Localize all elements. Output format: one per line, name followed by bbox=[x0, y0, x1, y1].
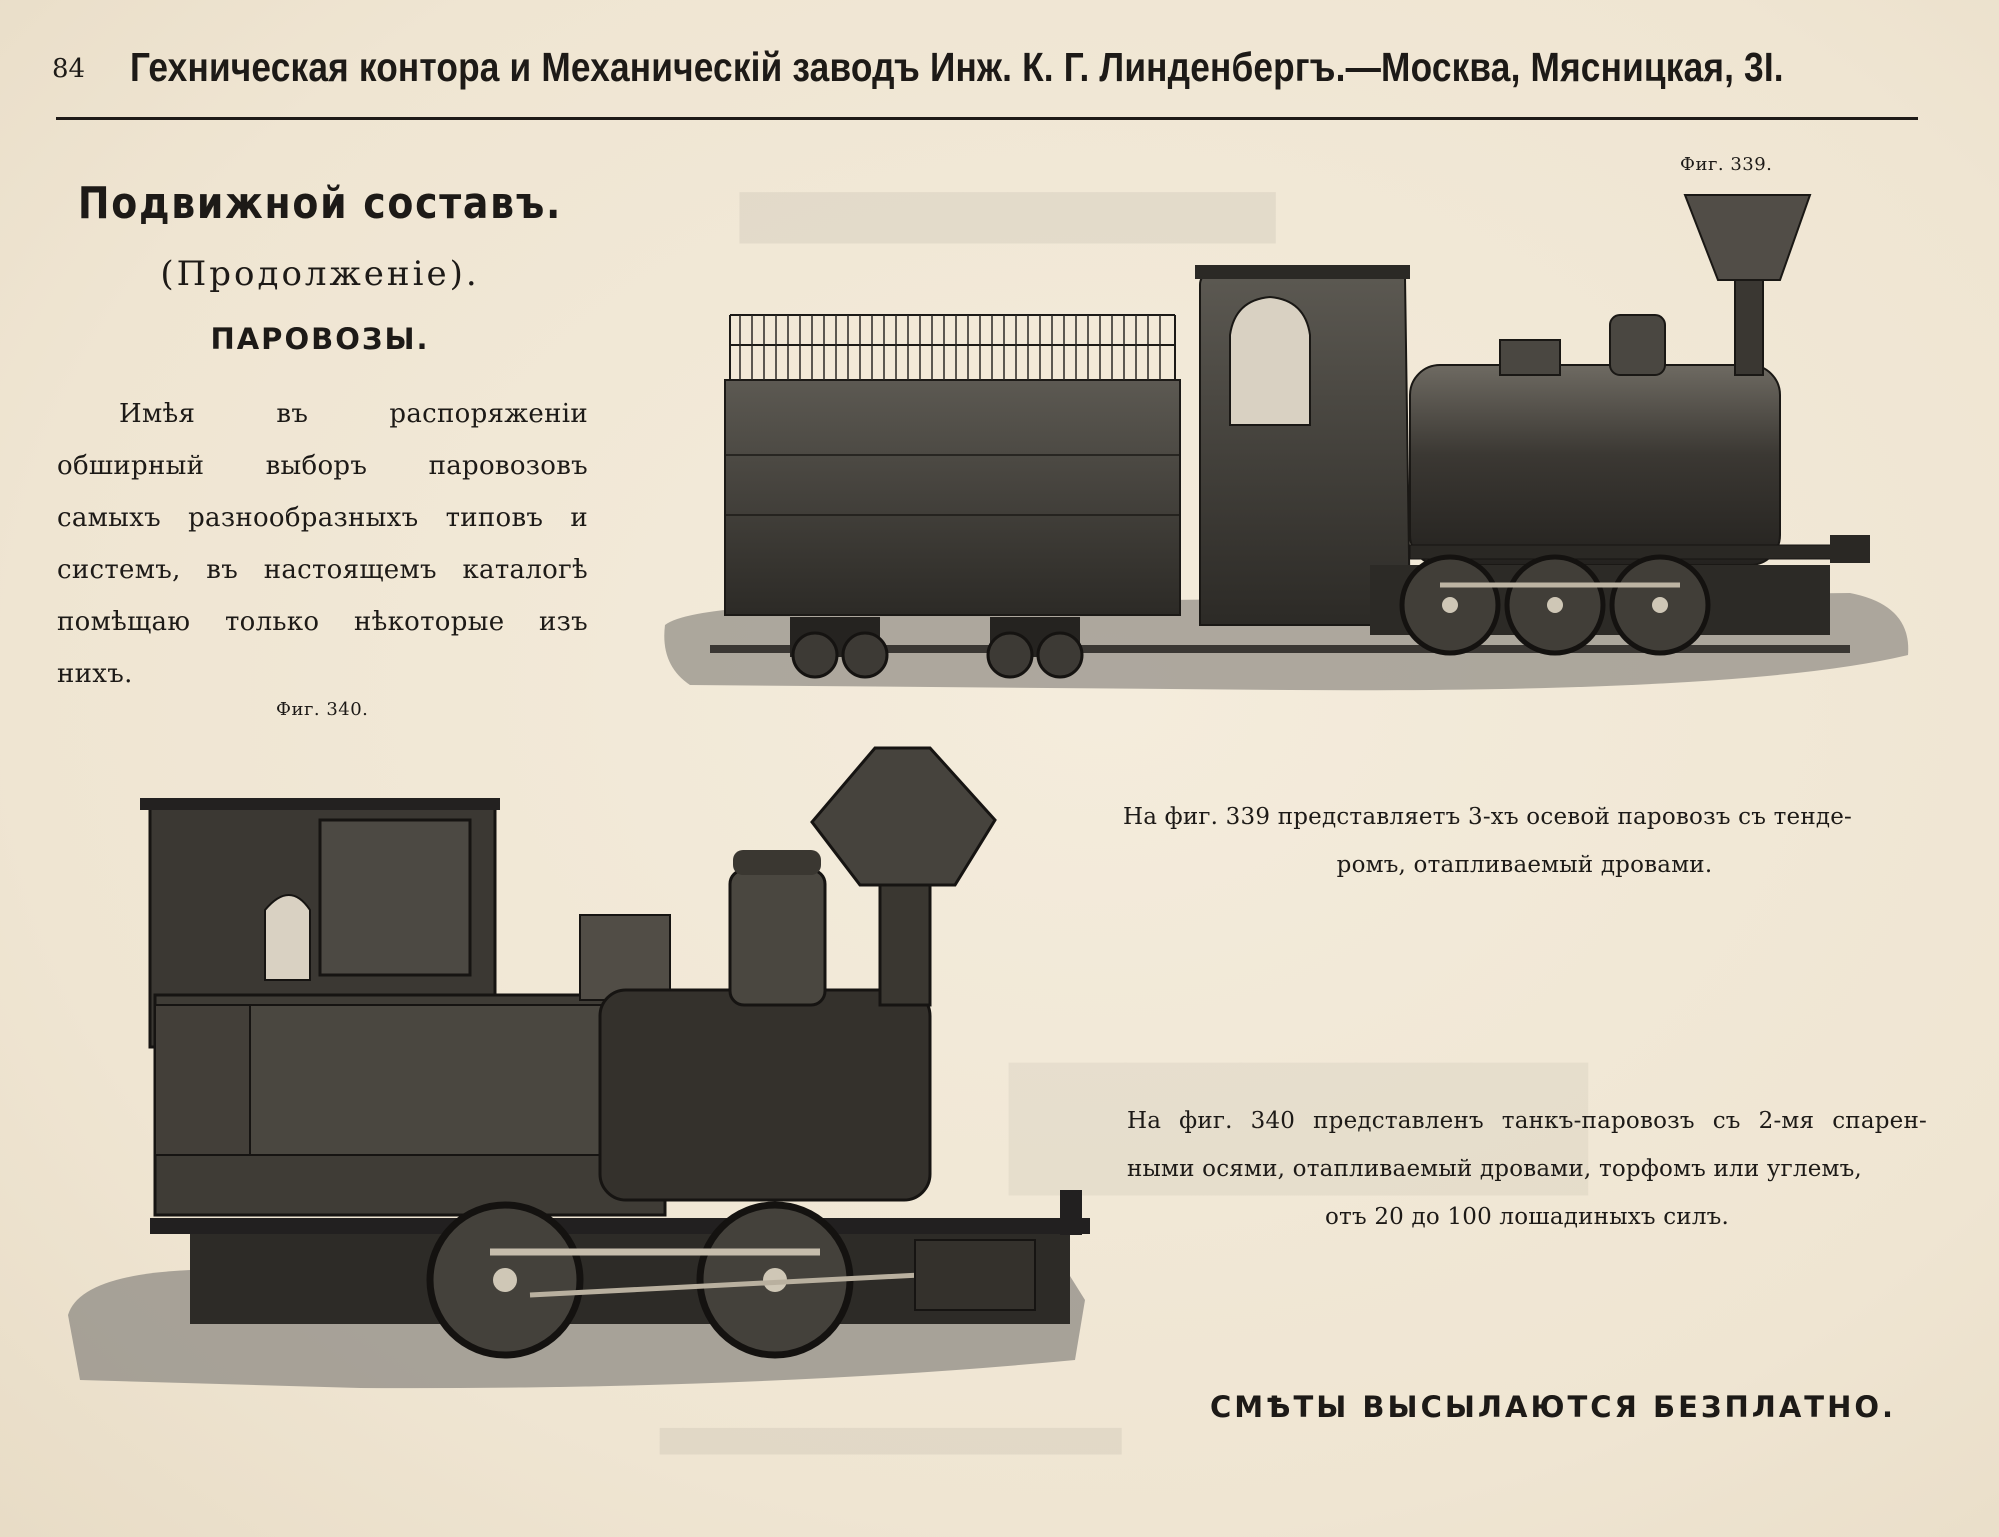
running-header: Гехническая контора и Механическій заводъ Инж. К. Г. Линденбергъ.—Москва, Мясницкая, 3І. bbox=[130, 44, 1784, 90]
caption-last-line: ромъ, отапливаемый дровами. bbox=[1336, 852, 1713, 878]
section-title: Подвижной составъ. bbox=[77, 178, 563, 229]
page-number: 84 bbox=[52, 54, 86, 84]
bleed-through-mark: ▆▆▆▆▆▆▆▆▆▆▆▆▆▆▆▆▆▆▆▆ bbox=[660, 1420, 1122, 1455]
header-rule bbox=[56, 117, 1918, 120]
figure-340-caption bbox=[1127, 1097, 1927, 1241]
section-heading: ПАРОВОЗЫ. bbox=[210, 322, 430, 356]
figure-339-illustration bbox=[650, 185, 1920, 700]
caption-last-line: отъ 20 до 100 лошадиныхъ силъ. bbox=[1325, 1204, 1729, 1230]
section-subtitle: (Продолженіе). bbox=[160, 254, 480, 294]
caption-text: На фиг. 339 представляетъ 3-хъ осевой паровозъ съ тенде- bbox=[1123, 804, 1853, 830]
figure-340-illustration bbox=[60, 740, 1090, 1400]
figure-339-caption bbox=[1123, 793, 1926, 889]
bleed-through-mark: ▆▆▆▆▆▆▆▆▆▆▆▆ bbox=[740, 175, 1276, 243]
intro-paragraph: Имѣя въ распоряженіи обширный выборъ паровозовъ самыхъ разнообразныхъ типовъ и системъ, въ настоящемъ каталогѣ помѣщаю только нѣкоторые изъ нихъ. bbox=[57, 399, 588, 689]
figure-339-label: Фиг. 339. bbox=[1680, 154, 1773, 175]
caption-text: На фиг. 340 представленъ танкъ-паровозъ съ 2-мя спарен- ными осями, отапливаемый дровами, торфомъ или углемъ, bbox=[1127, 1108, 1927, 1182]
figure-340-label: Фиг. 340. bbox=[276, 699, 369, 720]
footer-notice: СМѢТЫ ВЫСЫЛАЮТСЯ БЕЗПЛАТНО. bbox=[1210, 1390, 1897, 1424]
